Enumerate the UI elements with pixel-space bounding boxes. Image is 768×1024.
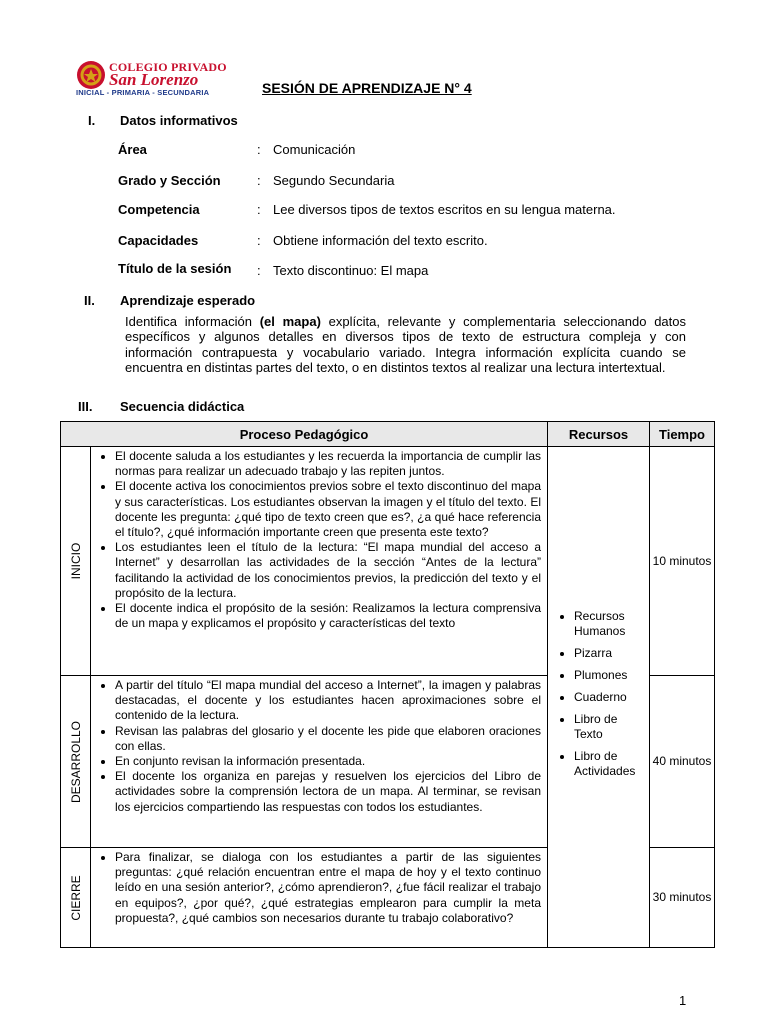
phase-cell-desarrollo	[61, 676, 91, 848]
phase-label-inicio: INICIO	[68, 542, 83, 580]
section1-heading: Datos informativos	[120, 113, 238, 128]
resource-item: • Cuaderno	[574, 690, 645, 705]
capacities-colon: :	[257, 233, 261, 248]
capacities-value: Obtiene información del texto escrito.	[273, 233, 488, 248]
page-title: SESIÓN DE APRENDIZAJE N° 4	[262, 80, 472, 96]
phase-cell-cierre	[61, 848, 91, 948]
table-header-row	[61, 422, 715, 447]
resources-header: Recursos	[548, 422, 650, 447]
section3-heading: Secuencia didáctica	[120, 399, 245, 414]
session-title-label: Título de la sesión	[118, 261, 232, 276]
grade-value: Segundo Secundaria	[273, 173, 395, 188]
competence-label: Competencia	[118, 202, 200, 217]
list-item: • Los estudiantes leen el título de la lectura: “El mapa mundial del acceso a Internet” y desarrollan las actividades de la sección “Antes de la lectura” facilitando la actividad de los conocimientos previos, la predicción del texto y el propósito de la lectura.	[115, 540, 541, 601]
time-cell-cierre: 30 minutos	[650, 848, 715, 948]
resource-item: • Recursos Humanos	[574, 609, 645, 639]
resource-item: • Plumones	[574, 668, 645, 683]
area-label: Área	[118, 142, 147, 157]
resource-item: • Libro de Actividades	[574, 749, 645, 779]
page-number: 1	[679, 993, 687, 1008]
list-item: • Revisan las palabras del glosario y el docente les pide que elaboren oraciones con ellas.	[115, 724, 541, 754]
table-row	[61, 447, 715, 676]
time-cell-desarrollo: 40 minutos	[650, 676, 715, 848]
list-item: • El docente activa los conocimientos previos sobre el texto discontinuo del mapa y sus características. Los estudiantes observan la imagen y el título del texto. El docente les pregunta: ¿qué tipo de texto creen que es?, ¿a qué hace referencia el título?, ¿qué información importante creen que presenta este texto?	[115, 479, 541, 540]
logo-school-name: San Lorenzo	[109, 70, 199, 89]
time-cell-inicio: 10 minutos	[650, 447, 715, 676]
grade-colon: :	[257, 173, 261, 188]
school-logo	[76, 60, 236, 100]
process-cell-cierre	[91, 848, 548, 948]
session-title-value: Texto discontinuo: El mapa	[273, 263, 429, 278]
logo-levels: INICIAL - PRIMARIA - SECUNDARIA	[76, 88, 210, 97]
logo-school-type: COLEGIO PRIVADO	[109, 60, 227, 74]
phase-cell-inicio	[61, 447, 91, 676]
process-cell-desarrollo	[91, 676, 548, 848]
section2-heading: Aprendizaje esperado	[120, 293, 256, 308]
list-item: • En conjunto revisan la información presentada.	[115, 754, 541, 769]
school-seal-icon	[76, 60, 106, 90]
list-item: • El docente indica el propósito de la sesión: Realizamos la lectura comprensiva de un mapa y explicamos el propósito y características del texto	[115, 601, 541, 631]
phase-label-desarrollo: DESARROLLO	[68, 720, 83, 803]
list-item: • El docente saluda a los estudiantes y les recuerda la importancia de cumplir las normas para realizar un adecuado trabajo y las repiten juntos.	[115, 449, 541, 479]
section2-number: II.	[84, 293, 95, 308]
session-title-colon: :	[257, 263, 261, 278]
capacities-label: Capacidades	[118, 233, 199, 248]
grade-label: Grado y Sección	[118, 173, 221, 188]
resources-cell	[548, 447, 650, 948]
area-value: Comunicación	[273, 142, 356, 157]
phase-label-cierre: CIERRE	[68, 874, 83, 921]
list-item: • Para finalizar, se dialoga con los estudiantes a partir de las siguientes preguntas: ¿qué relación encuentran entre el mapa de hoy y el texto continuo leído en una sesión anterior?, ¿cómo aprendieron?, ¿fue fácil realizar el trabajo en equipos?, ¿por qué?, ¿qué estrategias emplearon para cumplir la meta propuesta?, ¿qué cambios son necesarios durante tu trabajo colaborativo?	[115, 850, 541, 926]
expected-learning-text-start: Identifica información	[125, 314, 260, 329]
expected-learning-highlight: (el mapa)	[259, 314, 321, 329]
list-item: • A partir del título “El mapa mundial del acceso a Internet”, la imagen y palabras destacadas, el docente y los estudiantes hacen aproximaciones sobre el contenido de la lectura.	[115, 678, 541, 724]
expected-learning-paragraph	[125, 314, 686, 376]
resource-item: • Libro de Texto	[574, 712, 645, 742]
competence-value: Lee diversos tipos de textos escritos en su lengua materna.	[273, 202, 616, 217]
area-colon: :	[257, 142, 261, 157]
section3-number: III.	[78, 399, 93, 414]
competence-colon: :	[257, 202, 261, 217]
expected-learning-text-rest: explícita, relevante y complementaria seleccionando datos específicos y algunos detalles en diversos tipos de texto de estructura compleja y con información contrapuesta y vocabulario variado. Integra información explícita cuando se encuentra en distintas partes del texto, o en distintos textos al realizar una lectura intertextual.	[125, 314, 687, 376]
didactic-sequence-table	[60, 421, 715, 948]
process-header: Proceso Pedagógico	[61, 422, 548, 447]
list-item: • El docente los organiza en parejas y resuelven los ejercicios del Libro de actividades sobre la comprensión lectora de un mapa. Al terminar, se revisan los ejercicios compartiendo las respuestas con todos los estudiantes.	[115, 769, 541, 815]
process-cell-inicio	[91, 447, 548, 676]
time-header: Tiempo	[650, 422, 715, 447]
resource-item: • Pizarra	[574, 646, 645, 661]
section1-number: I.	[88, 113, 96, 128]
